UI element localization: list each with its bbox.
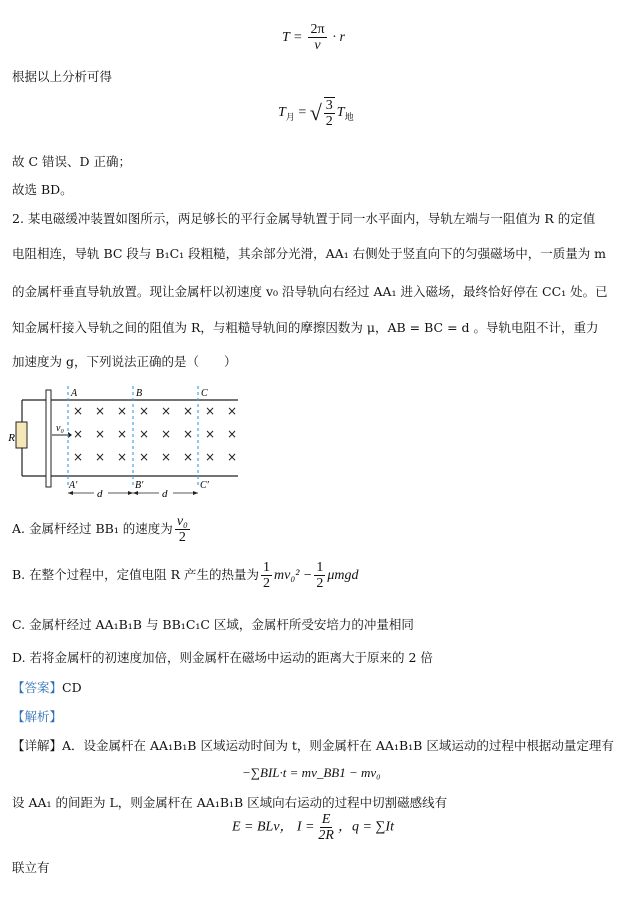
field-cross-icon: × [204,427,216,441]
answer-tag: 【答案】 [12,680,63,695]
field-cross-icon: × [94,404,106,418]
field-cross-icon: × [182,450,194,464]
question-2-line-1: 2. 某电磁缓冲装置如图所示，两足够长的平行金属导轨置于同一水平面内，导轨左端与一阻值为 R 的定值 [12,211,596,226]
field-cross-icon: × [160,450,172,464]
moon-period-formula: $T_月$ = √ $\frac{3}{2}$ $T_地$ [278,98,354,129]
magnetic-field-crosses [73,404,237,464]
field-cross-icon: × [72,450,84,464]
field-cross-icon: × [204,404,216,418]
resistor-label: R [8,432,15,444]
field-cross-icon: × [94,450,106,464]
sqrt-icon: √ [309,100,322,125]
detail-line-1: 【详解】A．设金属杆在 AA₁B₁B 区域运动时间为 t，则金属杆在 AA₁B₁B 区域运动的过程中根据动量定理有 [12,738,614,753]
detail-line-3: 联立有 [12,860,50,875]
field-cross-icon: × [116,427,128,441]
top-formula: T = $\frac{2\pi}{v}$ · r [282,22,345,53]
analysis-tag: 【解析】 [12,709,63,724]
field-cross-icon: × [160,427,172,441]
conclusion-line-1: 故 C 错误、D 正确； [12,154,132,169]
field-cross-icon: × [72,427,84,441]
field-cross-icon: × [138,404,150,418]
circuit-figure [8,378,244,503]
analysis-line: 根据以上分析可得 [12,69,113,84]
label-a-prime: A′ [69,480,78,491]
label-a: A [71,388,78,399]
dimension-label-2: d [162,488,168,500]
field-cross-icon: × [226,404,238,418]
answer-line [12,678,82,696]
field-cross-icon: × [160,404,172,418]
label-c: C [201,388,208,399]
option-a: A. 金属杆经过 BB₁ 的速度为 $\frac{\text{v₀}}{2}$ [12,514,188,545]
resistor-icon [16,422,27,448]
dimension-label-1: d [97,488,103,500]
field-cross-icon: × [226,450,238,464]
label-c-prime: C′ [200,480,209,491]
option-d: D. 若将金属杆的初速度加倍，则金属杆在磁场中运动的距离大于原来的 2 倍 [12,650,433,665]
field-cross-icon: × [204,450,216,464]
field-cross-icon: × [182,427,194,441]
field-cross-icon: × [72,404,84,418]
label-b: B [136,388,143,399]
momentum-equation: −∑BIL·t = mv_BB1 − mv₀ [242,765,381,780]
label-b-prime: B′ [135,480,144,491]
answer-value: CD [62,680,82,695]
detail-line-2: 设 AA₁ 的间距为 L，则金属杆在 AA₁B₁B 区域向右运动的过程中切割磁感线有 [12,795,448,810]
field-cross-icon: × [138,427,150,441]
field-cross-icon: × [226,427,238,441]
conclusion-line-2: 故选 BD。 [12,182,73,197]
emf-equation: E = BLv， I = $\frac{E}{2R}$ ，q = ∑It [232,812,394,843]
question-2-line-5: 加速度为 g，下列说法正确的是（ ） [12,354,237,369]
velocity-label: v₀ [56,423,64,434]
question-2-line-3: 的金属杆垂直导轨放置。现让金属杆以初速度 v₀ 沿导轨向右经过 AA₁ 进入磁场，最终恰好停在 CC₁ 处。已 [12,284,608,299]
metal-rod [46,390,51,487]
field-cross-icon: × [182,404,194,418]
field-cross-icon: × [116,450,128,464]
field-cross-icon: × [138,450,150,464]
option-c: C. 金属杆经过 AA₁B₁B 与 BB₁C₁C 区域，金属杆所受安培力的冲量相同 [12,617,414,632]
field-cross-icon: × [116,404,128,418]
question-2-line-4: 知金属杆接入导轨之间的阻值为 R，与粗糙导轨间的摩擦因数为 μ，AB = BC = d 。导轨电阻不计，重力 [12,320,599,335]
field-cross-icon: × [94,427,106,441]
question-2-line-2: 电阻相连，导轨 BC 段与 B₁C₁ 段粗糙，其余部分光滑，AA₁ 右侧处于竖直向下的匀强磁场中，一质量为 m [12,246,607,261]
option-b: B. 在整个过程中，定值电阻 R 产生的热量为 $\frac{1}{2}$ mv₀² − $\frac{1}{2}$ μmgd [12,560,359,591]
